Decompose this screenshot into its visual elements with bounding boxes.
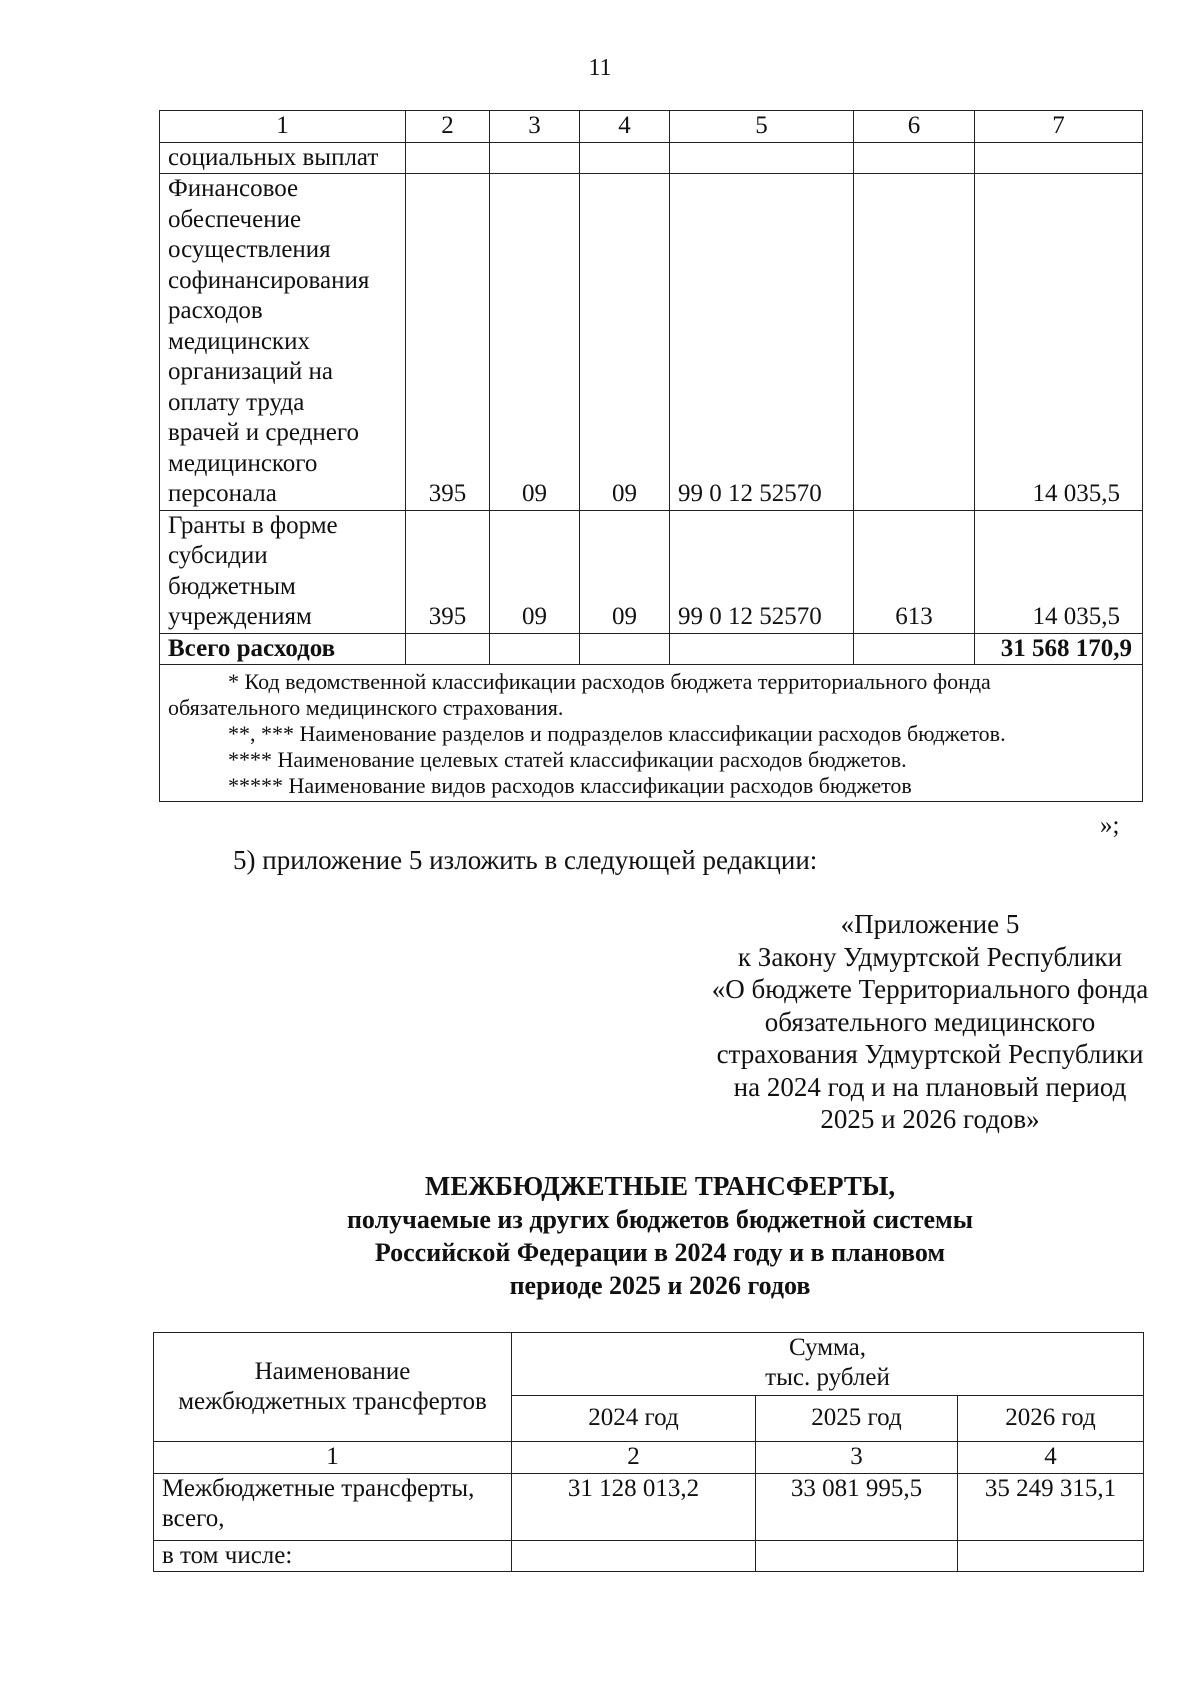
row-name [160,510,406,633]
title-line: получаемые из других бюджетов бюджетной системы [346,1205,974,1234]
empty-cell [512,1540,756,1572]
table-row [160,142,1143,174]
cell-section: 09 [490,174,580,511]
column-number: 3 [490,111,580,143]
row-name-line: организаций на [168,358,333,385]
notes-row [160,665,1143,802]
title-line: периоде 2025 и 2026 годов [509,1271,811,1300]
cell-section: 09 [490,510,580,633]
empty-cell [406,633,490,665]
cell-subsection: 09 [580,510,670,633]
expenditure-table [159,110,1143,802]
cell-amount-2025: 33 081 995,5 [756,1473,958,1540]
table-header-row [160,111,1143,143]
column-number: 5 [670,111,854,143]
footnote: * Код ведомственной классификации расходов бюджета территориального фонда [228,669,991,694]
sum-column-header [512,1333,1144,1396]
cell-ministry-code: 395 [406,510,490,633]
empty-cell [854,633,975,665]
cell-amount: 14 035,5 [975,174,1143,511]
row-name-line: расходов [168,297,263,324]
header-line: межбюджетных трансфертов [178,1388,487,1415]
empty-cell [958,1540,1144,1572]
appendix-line: «О бюджете Территориального фонда [711,974,1149,1004]
row-name-line: софинансирования [168,266,370,294]
cell-amount-2026: 35 249 315,1 [958,1473,1144,1540]
appendix-line: страхования Удмуртской Республики [716,1039,1144,1069]
appendix-line: обязательного медицинского [764,1006,1096,1037]
row-name: в том числе: [154,1540,512,1572]
header-line: Наименование [254,1358,411,1385]
total-row [160,633,1143,665]
title-line: Российской Федерации в 2024 году и в плановом [374,1238,946,1267]
cell-amount-2024: 31 128 013,2 [512,1473,756,1540]
row-name-line: всего, [162,1505,225,1532]
appendix-line: на 2024 год и на плановый период [733,1071,1127,1102]
cell-expense-type: 613 [854,510,975,633]
header-line: Сумма, [788,1334,867,1361]
total-label: Всего расходов [160,633,406,665]
empty-cell [756,1540,958,1572]
appendix-line: «Приложение 5 [840,909,1020,939]
column-number-row [154,1442,1144,1474]
column-number: 2 [512,1442,756,1474]
appendix-line: к Закону Удмуртской Республики [737,941,1123,972]
row-name-line: обеспечение [168,205,302,233]
row-name-line: Межбюджетные трансферты, [162,1474,475,1502]
document-title [260,1170,1060,1302]
footnote: обязательного медицинского страхования. [168,695,564,720]
total-value: 31 568 170,9 [975,633,1143,665]
row-name [154,1473,512,1540]
cell-target-item: 99 0 12 52570 [670,174,854,511]
footnote: **, *** Наименование разделов и подразделов классификации расходов бюджетов. [228,721,1006,746]
header-line: тыс. рублей [765,1364,890,1391]
column-number: 4 [958,1442,1144,1474]
row-name: социальных выплат [160,142,406,174]
row-name-line: субсидии [168,542,268,569]
row-name-line: осуществления [168,236,331,263]
row-name-line: Гранты в форме [168,511,338,539]
appendix-line: 2025 и 2026 годов» [820,1104,1040,1134]
title-line: МЕЖБЮДЖЕТНЫЕ ТРАНСФЕРТЫ, [424,1171,896,1201]
cell-subsection: 09 [580,174,670,511]
year-header: 2026 год [958,1396,1144,1442]
column-number: 4 [580,111,670,143]
cell-ministry-code [406,142,490,174]
cell-expense-type [854,142,975,174]
name-column-header [154,1333,512,1442]
cell-ministry-code: 395 [406,174,490,511]
cell-amount: 14 035,5 [975,510,1143,633]
footnote: ***** Наименование видов расходов классификации расходов бюджетов [228,773,912,798]
row-name-line: оплату труда [168,388,305,416]
row-name [160,174,406,511]
row-name-line: медицинского [168,449,318,477]
cell-subsection [580,142,670,174]
cell-expense-type [854,174,975,511]
year-header: 2025 год [756,1396,958,1442]
cell-section [490,142,580,174]
empty-cell [580,633,670,665]
cell-target-item [670,142,854,174]
empty-cell [490,633,580,665]
table-row [160,174,1143,511]
table-header-row [154,1333,1144,1396]
footnote: **** Наименование целевых статей классификации расходов бюджетов. [228,747,907,772]
transfers-table [153,1332,1144,1572]
table-row [154,1540,1144,1572]
table-row [160,510,1143,633]
column-number: 7 [975,111,1143,143]
footnotes [160,665,1143,802]
column-number: 2 [406,111,490,143]
row-name-line: учреждениям [168,603,312,630]
row-name-line: Финансовое [168,175,299,202]
row-name-line: бюджетным [168,572,296,600]
column-number: 1 [160,111,406,143]
closing-quote: »; [1100,812,1120,839]
row-name-line: персонала [168,480,277,507]
empty-cell [670,633,854,665]
column-number: 3 [756,1442,958,1474]
cell-amount [975,142,1143,174]
cell-target-item: 99 0 12 52570 [670,510,854,633]
row-name-line: медицинских [168,327,310,355]
column-number: 6 [854,111,975,143]
instruction-text: 5) приложение 5 изложить в следующей редакции: [233,845,818,875]
row-name-line: врачей и среднего [168,419,360,446]
table-row [154,1473,1144,1540]
page-number: 11 [588,55,612,81]
appendix-header [640,908,1200,1136]
year-header: 2024 год [512,1396,756,1442]
column-number: 1 [154,1442,512,1474]
